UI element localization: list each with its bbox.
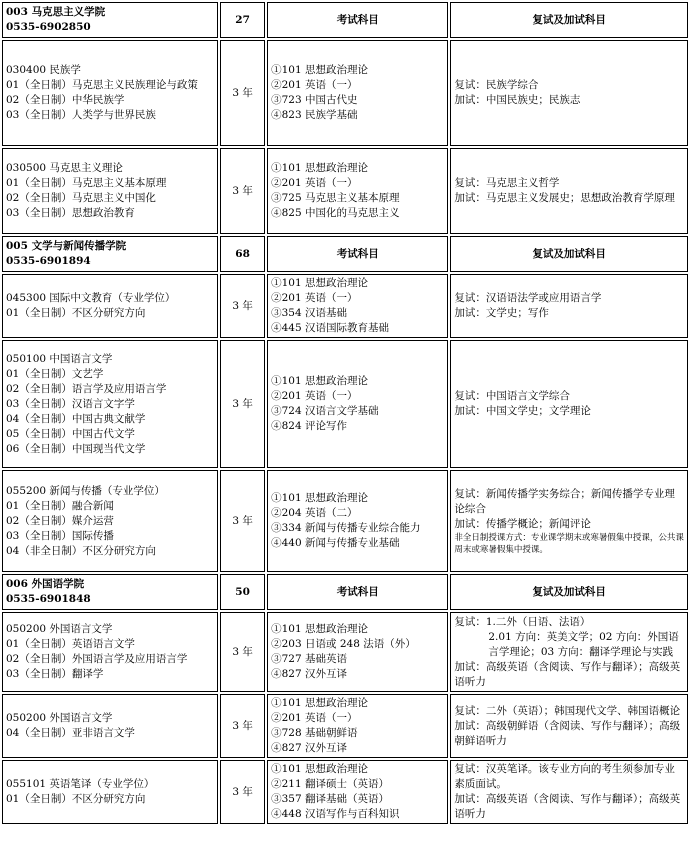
research-direction: 01（全日制）马克思主义基本原理 <box>6 177 167 189</box>
exam-subject: ③724 汉语言文学基础 <box>271 405 379 417</box>
exam-subjects-header: 考试科目 <box>267 2 448 38</box>
exam-subject: ①101 思想政治理论 <box>271 697 369 709</box>
section-header-row <box>2 2 688 38</box>
retest-cell <box>450 760 688 824</box>
exam-subject: ①101 思想政治理论 <box>271 162 369 174</box>
exam-subject: ①101 思想政治理论 <box>271 277 369 289</box>
exam-subjects-cell <box>267 274 448 338</box>
study-years: 3 年 <box>220 340 265 468</box>
research-direction: 03（全日制）国际传播 <box>6 529 114 542</box>
program-name: 050200 外国语言文学 <box>6 623 113 635</box>
exam-subject: ④827 汉外互译 <box>271 668 348 680</box>
program-name: 050200 外国语言文学 <box>6 712 113 724</box>
program-row <box>2 340 688 468</box>
program-cell <box>2 340 218 468</box>
research-direction: 06（全日制）中国现当代文学 <box>6 442 146 455</box>
program-cell <box>2 760 218 824</box>
study-years: 3 年 <box>220 274 265 338</box>
program-row <box>2 694 688 758</box>
exam-subject: ④445 汉语国际教育基础 <box>271 322 390 334</box>
research-direction: 03（全日制）翻译学 <box>6 668 104 680</box>
college-phone: 0535-6901894 <box>6 255 91 267</box>
college-name: 006 外国语学院 <box>6 578 85 590</box>
research-direction: 05（全日制）中国古代文学 <box>6 427 135 440</box>
college-phone: 0535-6902850 <box>6 21 91 33</box>
retest-subject: 复试：二外（英语）；韩国现代文学、韩国语概论 <box>454 704 681 717</box>
research-direction: 01（全日制）文艺学 <box>6 367 104 380</box>
retest-subject: 复试：马克思主义哲学 <box>454 177 560 189</box>
exam-subject: ④440 新闻与传播专业基础 <box>271 537 400 549</box>
college-cell <box>2 574 218 610</box>
retest-subject: 复试：中国语言文学综合 <box>454 390 570 402</box>
section-header-row <box>2 574 688 610</box>
research-direction: 01（全日制）融合新闻 <box>6 499 114 512</box>
retest-subject: 复试：汉语语法学或应用语言学 <box>454 292 602 304</box>
college-name: 005 文学与新闻传播学院 <box>6 240 127 252</box>
research-direction: 03（全日制）人类学与世界民族 <box>6 109 156 121</box>
retest-subject: 加试：高级英语（含阅读、写作与翻译）；高级英语听力 <box>454 660 681 688</box>
retest-cell <box>450 470 688 572</box>
exam-subjects-cell <box>267 470 448 572</box>
study-years: 3 年 <box>220 470 265 572</box>
retest-cell <box>450 612 688 692</box>
exam-subject: ②204 英语（二） <box>271 507 358 519</box>
retest-subject: 加试：中国民族史；民族志 <box>454 94 581 106</box>
program-name: 045300 国际中文教育（专业学位） <box>6 292 176 304</box>
exam-subjects-cell <box>267 612 448 692</box>
exam-subject: ③725 马克思主义基本原理 <box>271 192 400 204</box>
exam-subjects-cell <box>267 694 448 758</box>
exam-subject: ③334 新闻与传播专业综合能力 <box>271 522 421 534</box>
research-direction: 03（全日制）汉语言文字学 <box>6 397 135 410</box>
research-direction: 01（全日制）不区分研究方向 <box>6 307 146 319</box>
retest-subject: 加试：高级朝鲜语（含阅读、写作与翻译）；高级朝鲜语听力 <box>454 719 681 747</box>
exam-subject: ③727 基础英语 <box>271 653 348 665</box>
research-direction: 02（全日制）媒介运营 <box>6 514 114 527</box>
college-name: 003 马克思主义学院 <box>6 6 106 18</box>
research-direction: 04（全日制）亚非语言文学 <box>6 727 135 739</box>
exam-subject: ②201 英语（一） <box>271 712 358 724</box>
retest-subjects-header: 复试及加试科目 <box>450 2 688 38</box>
exam-subject: ③723 中国古代史 <box>271 94 358 106</box>
program-row <box>2 40 688 146</box>
section-header-row <box>2 236 688 272</box>
study-years: 3 年 <box>220 760 265 824</box>
program-row <box>2 274 688 338</box>
program-name: 030500 马克思主义理论 <box>6 162 123 174</box>
study-years: 3 年 <box>220 148 265 234</box>
exam-subject: ①101 思想政治理论 <box>271 623 369 635</box>
exam-subject: ②201 英语（一） <box>271 177 358 189</box>
exam-subject: ④825 中国化的马克思主义 <box>271 207 400 219</box>
enrollment-count: 27 <box>220 2 265 38</box>
program-cell <box>2 148 218 234</box>
exam-subject: ④823 民族学基础 <box>271 109 358 121</box>
program-name: 055200 新闻与传播（专业学位） <box>6 484 165 497</box>
research-direction: 02（全日制）外国语言学及应用语言学 <box>6 653 188 665</box>
retest-cell <box>450 694 688 758</box>
research-direction: 02（全日制）中华民族学 <box>6 94 125 106</box>
program-name: 055101 英语笔译（专业学位） <box>6 778 155 790</box>
retest-cell <box>450 340 688 468</box>
retest-subject: 2.01 方向：英美文学；02 方向：外国语言学理论；03 方向：翻译学理论与实践 <box>488 630 679 658</box>
program-row <box>2 470 688 572</box>
program-cell <box>2 694 218 758</box>
program-row <box>2 612 688 692</box>
research-direction: 01（全日制）英语语言文学 <box>6 638 135 650</box>
research-direction: 02（全日制）语言学及应用语言学 <box>6 382 167 395</box>
research-direction: 04（全日制）中国古典文献学 <box>6 412 146 425</box>
research-direction: 01（全日制）马克思主义民族理论与政策 <box>6 79 198 91</box>
exam-subject: ③354 汉语基础 <box>271 307 348 319</box>
study-years: 3 年 <box>220 612 265 692</box>
exam-subjects-cell <box>267 340 448 468</box>
retest-subject: 加试：高级英语（含阅读、写作与翻译）；高级英语听力 <box>454 793 681 820</box>
enrollment-count: 50 <box>220 574 265 610</box>
research-direction: 04（非全日制）不区分研究方向 <box>6 544 156 557</box>
exam-subject: ③357 翻译基础（英语） <box>271 793 390 805</box>
program-row <box>2 148 688 234</box>
college-phone: 0535-6901848 <box>6 593 91 605</box>
retest-cell <box>450 148 688 234</box>
retest-subjects-header: 复试及加试科目 <box>450 236 688 272</box>
exam-subject: ②201 英语（一） <box>271 390 358 402</box>
college-cell <box>2 236 218 272</box>
retest-subject: 加试：马克思主义发展史；思想政治教育学原理 <box>454 192 675 204</box>
exam-subject: ②201 英语（一） <box>271 292 358 304</box>
retest-subject: 复试：新闻传播学实务综合；新闻传播学专业理论综合 <box>454 487 675 515</box>
program-row <box>2 760 688 824</box>
exam-subject: ④827 汉外互译 <box>271 742 348 754</box>
exam-subjects-cell <box>267 40 448 146</box>
delivery-note: 非全日制授课方式：专业课学期末或寒暑假集中授课，公共课周末或寒暑假集中授课。 <box>454 532 684 555</box>
exam-subjects-header: 考试科目 <box>267 574 448 610</box>
retest-subject: 复试：1.二外（日语、法语） <box>454 615 591 628</box>
research-direction: 03（全日制）思想政治教育 <box>6 207 135 219</box>
retest-cell <box>450 40 688 146</box>
exam-subject: ②201 英语（一） <box>271 79 358 91</box>
retest-subject: 复试：民族学综合 <box>454 79 539 91</box>
exam-subjects-cell <box>267 148 448 234</box>
exam-subject: ④824 评论写作 <box>271 420 348 432</box>
study-years: 3 年 <box>220 694 265 758</box>
program-cell <box>2 612 218 692</box>
study-years: 3 年 <box>220 40 265 146</box>
retest-subject: 加试：传播学概论；新闻评论 <box>454 517 591 530</box>
research-direction: 02（全日制）马克思主义中国化 <box>6 192 156 204</box>
exam-subject: ②203 日语或 248 法语（外） <box>271 638 416 650</box>
program-name: 030400 民族学 <box>6 64 81 76</box>
exam-subject: ④448 汉语写作与百科知识 <box>271 808 400 820</box>
program-cell <box>2 274 218 338</box>
retest-subject: 复试：汉英笔译。该专业方向的考生须参加专业素质面试。 <box>454 763 675 790</box>
retest-subject: 加试：文学史；写作 <box>454 307 549 319</box>
college-cell <box>2 2 218 38</box>
exam-subject: ③728 基础朝鲜语 <box>271 727 358 739</box>
research-direction: 01（全日制）不区分研究方向 <box>6 793 146 805</box>
retest-subjects-header: 复试及加试科目 <box>450 574 688 610</box>
retest-cell <box>450 274 688 338</box>
program-name: 050100 中国语言文学 <box>6 352 113 365</box>
exam-subject: ①101 思想政治理论 <box>271 64 369 76</box>
program-cell <box>2 470 218 572</box>
retest-subject: 加试：中国文学史；文学理论 <box>454 405 591 417</box>
program-cell <box>2 40 218 146</box>
exam-subject: ②211 翻译硕士（英语） <box>271 778 390 790</box>
enrollment-count: 68 <box>220 236 265 272</box>
exam-subject: ①101 思想政治理论 <box>271 763 369 775</box>
exam-subject: ①101 思想政治理论 <box>271 492 369 504</box>
exam-subject: ①101 思想政治理论 <box>271 375 369 387</box>
exam-subjects-cell <box>267 760 448 824</box>
exam-subjects-header: 考试科目 <box>267 236 448 272</box>
